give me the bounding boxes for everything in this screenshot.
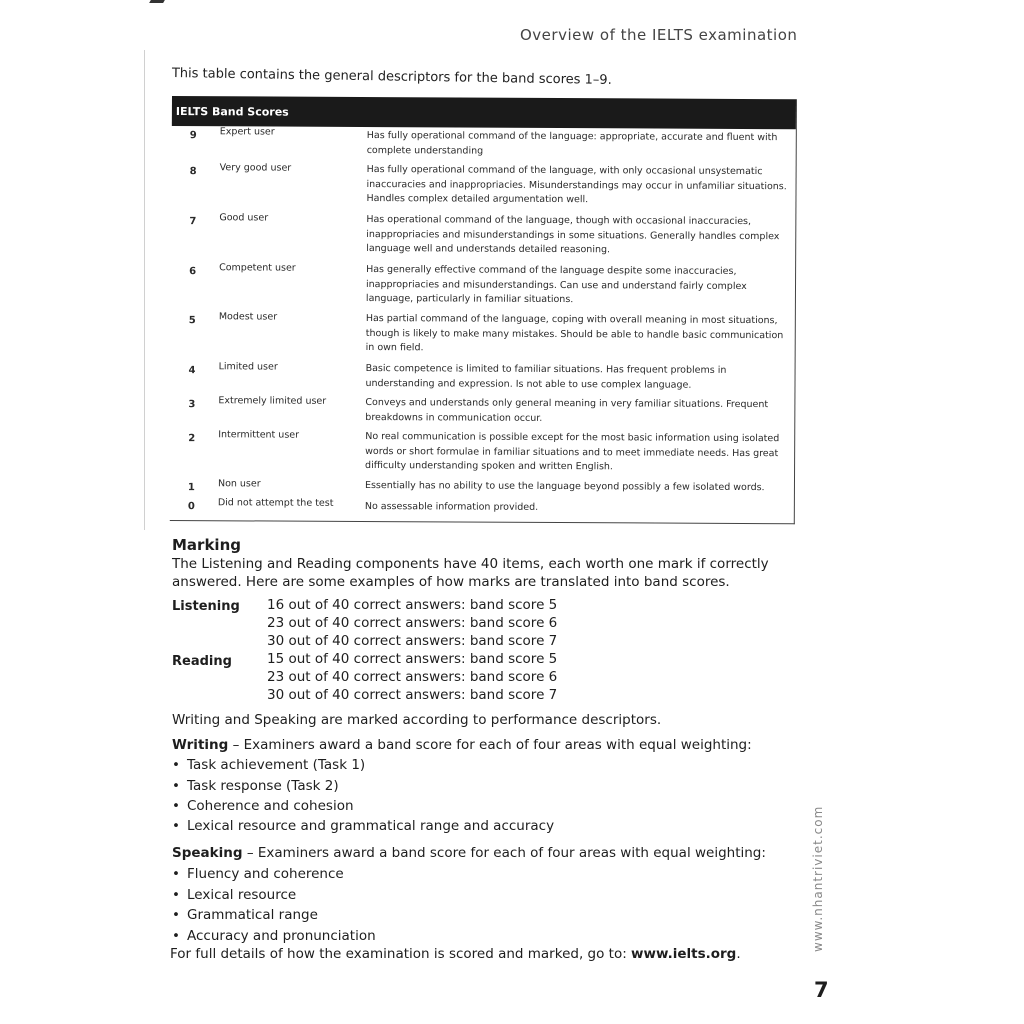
table-row bbox=[170, 395, 794, 424]
band-level: Non user bbox=[217, 478, 261, 490]
speaking-criterion: Fluency and coherence bbox=[187, 866, 344, 882]
page-edge-line bbox=[144, 50, 145, 530]
band-level: Competent user bbox=[219, 262, 296, 274]
band-score: 5 bbox=[188, 315, 196, 327]
table-row bbox=[170, 497, 794, 513]
band-description: Has partial command of the language, coping with overall meaning in most situations, though is likely to make many mistakes. Should be able to handle basic communication in own field. bbox=[365, 313, 784, 354]
speaking-criterion: Accuracy and pronunciation bbox=[187, 928, 376, 944]
list-item: • Grammatical range bbox=[172, 907, 318, 923]
writing-lead: Writing bbox=[172, 737, 229, 753]
band-level: Modest user bbox=[218, 311, 278, 323]
band-score: 7 bbox=[189, 216, 197, 228]
writing-criterion: Coherence and cohesion bbox=[187, 798, 354, 814]
listening-score-line: 16 out of 40 correct answers: band score 5 bbox=[267, 597, 558, 613]
writing-criterion: Task response (Task 2) bbox=[187, 778, 339, 794]
band-score: 8 bbox=[189, 166, 197, 178]
band-score: 3 bbox=[188, 399, 196, 411]
running-head: Overview of the IELTS examination bbox=[520, 26, 798, 44]
speaking-criterion: Lexical resource bbox=[187, 887, 297, 903]
marking-heading: Marking bbox=[172, 536, 241, 554]
marking-intro: The Listening and Reading components have 40 items, each worth one mark if correctly answered. Here are some examples of how marks are translated into band scores. bbox=[172, 556, 769, 590]
band-score: 2 bbox=[188, 433, 196, 445]
band-scores-table bbox=[170, 96, 797, 524]
speaking-text: – Examiners award a band score for each of four areas with equal weighting: bbox=[242, 845, 766, 861]
list-item: • Fluency and coherence bbox=[172, 866, 344, 882]
reading-score-line: 30 out of 40 correct answers: band score 7 bbox=[267, 687, 558, 703]
speaking-criterion: Grammatical range bbox=[187, 907, 318, 923]
table-row bbox=[172, 162, 796, 206]
table-row bbox=[171, 311, 795, 354]
ielts-website-link[interactable]: www.ielts.org bbox=[631, 946, 737, 962]
listening-score-line: 30 out of 40 correct answers: band score 7 bbox=[267, 633, 558, 649]
speaking-lead: Speaking bbox=[172, 845, 243, 861]
band-description: Conveys and understands only general meaning in very familiar situations. Frequent breakdowns in communication occur. bbox=[365, 397, 769, 424]
list-item: • Lexical resource and grammatical range and accuracy bbox=[172, 818, 555, 834]
band-level: Extremely limited user bbox=[218, 395, 327, 407]
table-row bbox=[170, 429, 794, 473]
footer-note bbox=[170, 946, 741, 962]
band-level: Did not attempt the test bbox=[217, 497, 334, 509]
band-level: Very good user bbox=[219, 162, 292, 174]
band-score: 0 bbox=[187, 501, 195, 513]
writing-intro bbox=[172, 737, 752, 753]
band-level: Good user bbox=[219, 212, 269, 224]
publisher-watermark: www.nhantriviet.com bbox=[811, 805, 825, 952]
table-header bbox=[172, 96, 796, 129]
list-item: • Task response (Task 2) bbox=[172, 778, 339, 794]
table-title: IELTS Band Scores bbox=[175, 105, 289, 119]
band-description: No assessable information provided. bbox=[364, 501, 539, 513]
list-item: • Task achievement (Task 1) bbox=[172, 757, 366, 773]
footer-end: . bbox=[736, 946, 741, 962]
list-item: • Accuracy and pronunciation bbox=[172, 928, 376, 944]
band-description: Has fully operational command of the language: appropriate, accurate and fluent with complete understanding bbox=[366, 130, 778, 157]
page-number: 7 bbox=[814, 978, 829, 1002]
band-score: 6 bbox=[189, 266, 197, 278]
writing-criterion: Task achievement (Task 1) bbox=[187, 757, 366, 773]
reading-score-line: 15 out of 40 correct answers: band score 5 bbox=[267, 651, 558, 667]
page-corner-mark bbox=[149, 0, 165, 3]
listening-score-line: 23 out of 40 correct answers: band score 6 bbox=[267, 615, 558, 631]
band-description: Basic competence is limited to familiar situations. Has frequent problems in understanding and expression. Is not able to use complex language. bbox=[365, 363, 727, 391]
band-description: Has operational command of the language, though with occasional inaccuracies, inappropriacies and misunderstandings in some situations. Generally handles complex language well and understands detailed reasoning. bbox=[366, 214, 780, 256]
writing-text: – Examiners award a band score for each of four areas with equal weighting: bbox=[228, 737, 752, 753]
band-score: 1 bbox=[187, 482, 195, 494]
listening-label: Listening bbox=[172, 599, 240, 614]
band-description: No real communication is possible except for the most basic information using isolated words or short formulae in familiar situations and to meet immediate needs. Has great difficulty understanding spoken and written English. bbox=[365, 431, 780, 473]
table-row bbox=[171, 262, 795, 306]
list-item: • Lexical resource bbox=[172, 887, 297, 903]
table-row bbox=[171, 361, 795, 391]
speaking-intro bbox=[172, 845, 766, 861]
table-intro: This table contains the general descriptors for the band scores 1–9. bbox=[171, 66, 612, 88]
band-level: Expert user bbox=[219, 126, 275, 138]
reading-score-line: 23 out of 40 correct answers: band score 6 bbox=[267, 669, 558, 685]
band-description: Has fully operational command of the language, with only occasional unsystematic inaccuracies and inappropriacies. Misunderstandings may occur in unfamiliar situations. Handles complex detailed argumentation well. bbox=[366, 164, 787, 206]
band-description: Has generally effective command of the language despite some inaccuracies, inappropriacies and misunderstandings. Can use and understand fairly complex language, particularly in familiar situations. bbox=[365, 264, 747, 306]
reading-label: Reading bbox=[172, 654, 232, 669]
band-score: 4 bbox=[188, 365, 196, 377]
footer-text: For full details of how the examination is scored and marked, go to: bbox=[170, 946, 632, 962]
writing-criterion: Lexical resource and grammatical range and accuracy bbox=[187, 818, 555, 834]
band-level: Intermittent user bbox=[218, 429, 300, 441]
band-level: Limited user bbox=[218, 361, 278, 373]
list-item: • Coherence and cohesion bbox=[172, 798, 354, 814]
table-row bbox=[170, 478, 794, 494]
band-description: Essentially has no ability to use the language beyond possibly a few isolated words. bbox=[364, 480, 765, 494]
table-row bbox=[171, 212, 795, 256]
band-score: 9 bbox=[189, 130, 197, 142]
performance-note: Writing and Speaking are marked according to performance descriptors. bbox=[172, 712, 662, 728]
